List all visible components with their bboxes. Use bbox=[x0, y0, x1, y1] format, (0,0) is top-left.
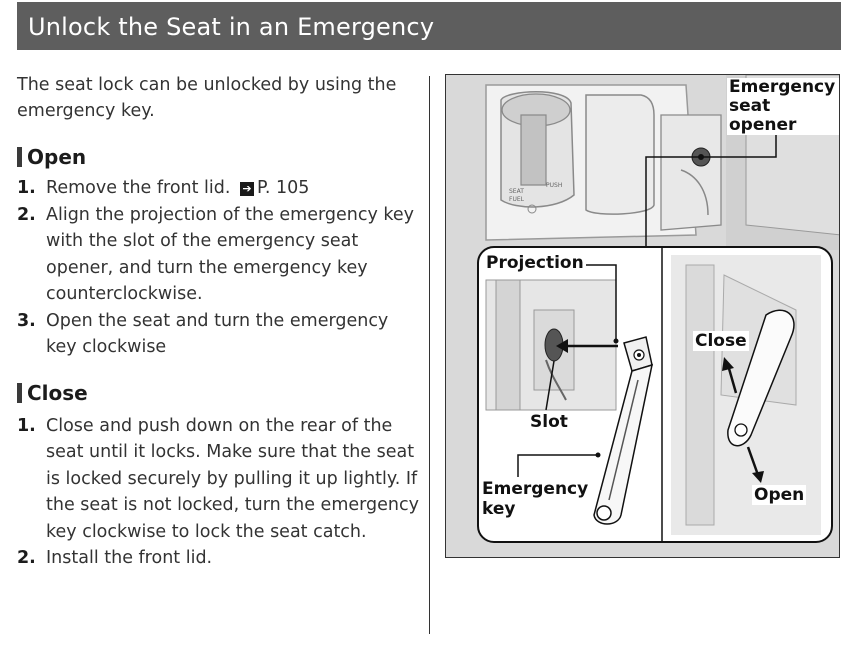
open-step-1 bbox=[17, 175, 422, 202]
step-text: Open the seat and turn the emergency key clockwise bbox=[46, 310, 389, 357]
step-text: Close and push down on the rear of the seat until it locks. Make sure that the seat is locked securely by pulling it up lightly. If the seat is not locked, turn the emergency key clockwise to lock the seat catch. bbox=[46, 415, 419, 542]
step-number: 2. bbox=[17, 548, 36, 568]
label-line: seat opener bbox=[729, 96, 797, 135]
step-text: Install the front lid. bbox=[46, 548, 213, 568]
label-line: Emergency bbox=[729, 77, 836, 97]
open-step-3 bbox=[17, 308, 422, 361]
open-steps bbox=[17, 175, 422, 361]
open-step-2 bbox=[17, 202, 422, 308]
open-heading-label: Open bbox=[27, 145, 87, 169]
step-text bbox=[46, 175, 422, 202]
close-label: Close bbox=[695, 331, 747, 351]
emergency-unlock-figure bbox=[445, 74, 840, 558]
label-line: key bbox=[482, 499, 516, 519]
column-divider bbox=[429, 76, 430, 634]
emergency-seat-opener-label bbox=[727, 78, 839, 135]
emergency-key-label bbox=[480, 479, 590, 519]
step-number: 2. bbox=[17, 204, 36, 225]
close-step-2 bbox=[17, 545, 422, 572]
step-number: 3. bbox=[17, 310, 36, 331]
open-label: Open bbox=[754, 485, 805, 505]
close-heading bbox=[17, 381, 422, 405]
close-step-1 bbox=[17, 413, 422, 546]
panel-marking-fuel: FUEL bbox=[509, 196, 524, 203]
open-heading bbox=[17, 145, 422, 169]
label-line: Emergency bbox=[482, 479, 589, 499]
heading-bar-icon bbox=[17, 147, 22, 167]
seat-button bbox=[586, 95, 654, 214]
close-heading-label: Close bbox=[27, 380, 88, 405]
page-reference-link[interactable]: P. 105 bbox=[257, 178, 310, 198]
intro-text: The seat lock can be unlocked by using the emergency key. bbox=[17, 75, 397, 121]
heading-bar-icon bbox=[17, 383, 22, 403]
projection-label: Projection bbox=[486, 253, 584, 273]
panel-marking-seat: SEAT bbox=[509, 188, 524, 195]
title-bar bbox=[17, 2, 841, 50]
step-text: Align the projection of the emergency key with the slot of the emergency seat opener, and turn the emergency key counterclockwise. bbox=[46, 204, 415, 304]
step-number: 1. bbox=[17, 178, 36, 198]
step-number: 1. bbox=[17, 415, 36, 436]
slot-label: Slot bbox=[530, 412, 568, 432]
close-steps bbox=[17, 413, 422, 572]
instructions-column bbox=[17, 72, 422, 572]
step-text-body: Remove the front lid. bbox=[46, 178, 231, 198]
panel-marking-push: PUSH bbox=[546, 182, 563, 189]
arrow-right-icon: ➔ bbox=[240, 182, 254, 196]
page-title: Unlock the Seat in an Emergency bbox=[28, 13, 435, 41]
